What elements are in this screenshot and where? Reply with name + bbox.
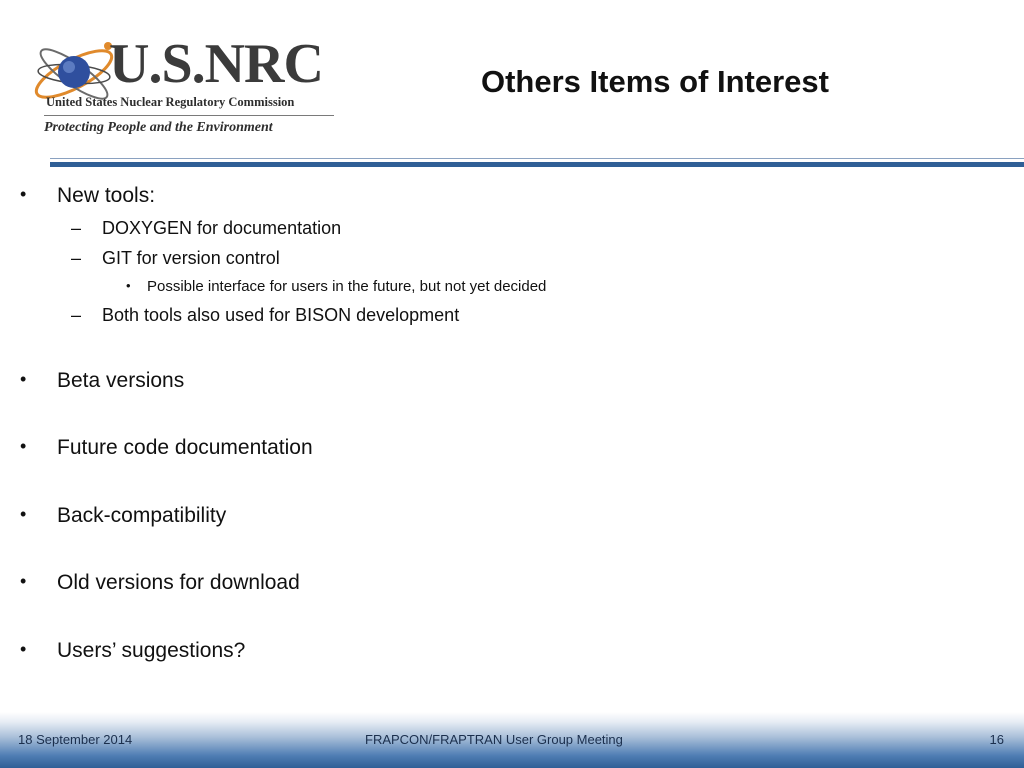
bullet-future-docs: Future code documentation: [57, 436, 313, 459]
sub-bullet-git: GIT for version control: [102, 248, 280, 268]
sub-bullet-both-tools: Both tools also used for BISON development: [102, 305, 460, 325]
bullet-users-suggestions: Users’ suggestions?: [57, 639, 246, 662]
dash-marker: –: [71, 218, 82, 238]
bullet-marker: •: [20, 639, 27, 659]
bullet-new-tools: New tools:: [57, 184, 156, 207]
dash-marker: –: [71, 305, 82, 325]
dash-marker: –: [71, 248, 82, 268]
bullet-old-versions: Old versions for download: [57, 571, 300, 594]
bullet-marker: •: [20, 369, 27, 389]
slide-footer: [0, 712, 1024, 768]
footer-page-number: 16: [989, 732, 1004, 747]
sub-bullet-doxygen: DOXYGEN for documentation: [102, 218, 342, 238]
bullet-marker: •: [20, 184, 27, 204]
bullet-marker: •: [126, 278, 131, 293]
bullet-beta-versions: Beta versions: [57, 369, 185, 392]
logo-agency-name: United States Nuclear Regulatory Commission: [46, 95, 295, 109]
slide-title: Others Items of Interest: [481, 64, 829, 99]
footer-date: 18 September 2014: [18, 732, 133, 747]
logo-tagline: Protecting People and the Environment: [44, 120, 273, 135]
bullet-back-compat: Back-compatibility: [57, 504, 227, 527]
bullet-marker: •: [20, 436, 27, 456]
sub-sub-bullet-possible-interface: Possible interface for users in the future, but not yet decided: [147, 278, 547, 295]
footer-meeting-name: FRAPCON/FRAPTRAN User Group Meeting: [365, 732, 623, 747]
bullet-marker: •: [20, 571, 27, 591]
bullet-marker: •: [20, 504, 27, 524]
logo-wordmark: U.S.NRC: [109, 33, 323, 95]
